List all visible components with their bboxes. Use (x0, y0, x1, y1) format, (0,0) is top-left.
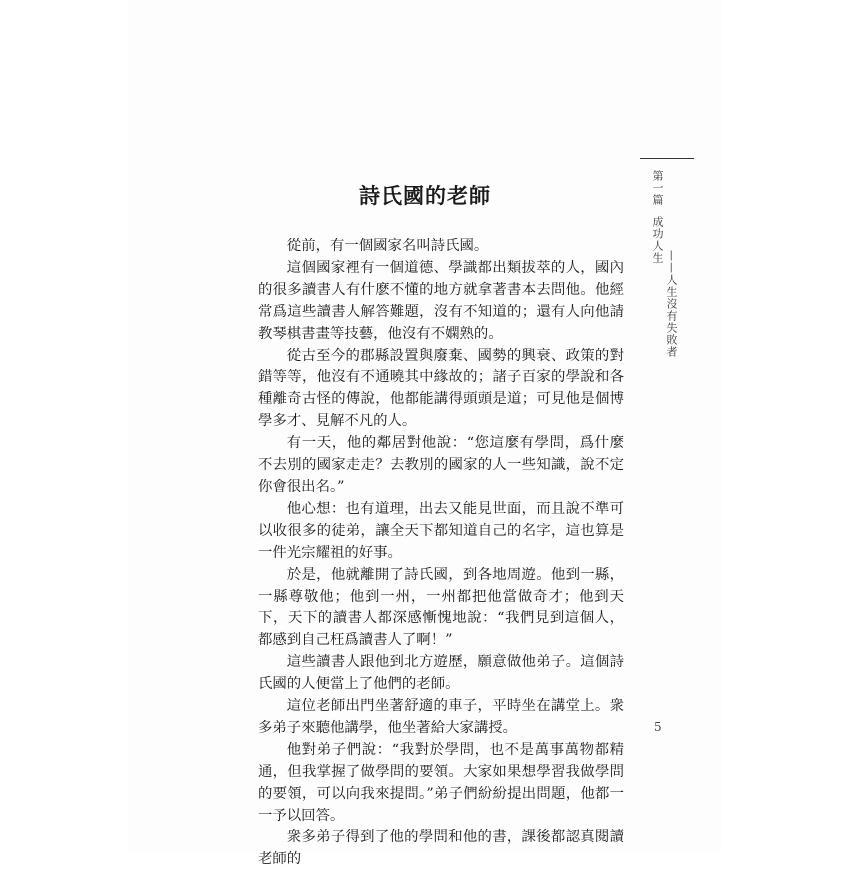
paragraph: 衆多弟子得到了他的學問和他的書，課後都認真閱讀老師的 (258, 829, 624, 868)
body-text (258, 236, 624, 871)
paragraph: 從古至今的郡縣設置與廢棄、國勢的興衰、政策的對錯等等，他沒有不通曉其中緣故的；諸子百家的學說和各種離奇古怪的傳說，他都能講得頭頭是道；可見他是個博學多才、見解不凡的人。 (258, 347, 624, 430)
paragraph: 這個國家裡有一個道德、學識都出類拔萃的人，國內的很多讀書人有什麽不懂的地方就拿著書本去問他。他經常爲這些讀書人解答難題，沒有不知道的；還有人向他請教琴棋書畫等技藝，他沒有不嫻熟的。 (258, 259, 624, 342)
running-head-rule (640, 158, 694, 159)
running-head-chapter: 成功人生 (651, 216, 664, 264)
paragraph: 從前，有一個國家名叫詩氏國。 (286, 238, 489, 254)
paragraph: 於是，他就離開了詩氏國，到各地周遊。他到一縣，一縣尊敬他；他到一州，一州都把他當做奇才；他到天下，天下的讀書人都深感慚愧地說：“我們見到這個人，都感到自己枉爲讀書人了啊！” (258, 566, 624, 649)
page-number: 5 (654, 720, 662, 734)
running-head-subtitle: ——人生沒有失敗者 (665, 250, 678, 358)
running-head-part: 第一篇 (651, 170, 664, 206)
paragraph: 這位老師出門坐著舒適的車子，平時坐在講堂上。衆多弟子來聽他講學，他坐著給大家講授。 (258, 698, 624, 736)
paragraph: 他對弟子們說：“我對於學問，也不是萬事萬物都精通，但我掌握了做學問的要領。大家如果想學習我做學問的要領，可以向我來提問。”弟子們紛紛提出問題，他都一一予以回答。 (258, 741, 624, 824)
paragraph: 這些讀書人跟他到北方遊歷，願意做他弟子。這個詩氏國的人便當上了他們的老師。 (258, 654, 624, 693)
chapter-title: 詩氏國的老師 (359, 183, 491, 208)
paragraph: 他心想：也有道理，出去又能見世面，而且說不準可以收很多的徒弟，讓全天下都知道自己的名字，這也算是一件光宗耀祖的好事。 (258, 500, 624, 561)
paragraph: 有一天，他的鄰居對他說：“您這麼有學問，爲什麼不去別的國家走走？去教別的國家的人一些知識，說不定你會很出名。” (258, 435, 624, 495)
